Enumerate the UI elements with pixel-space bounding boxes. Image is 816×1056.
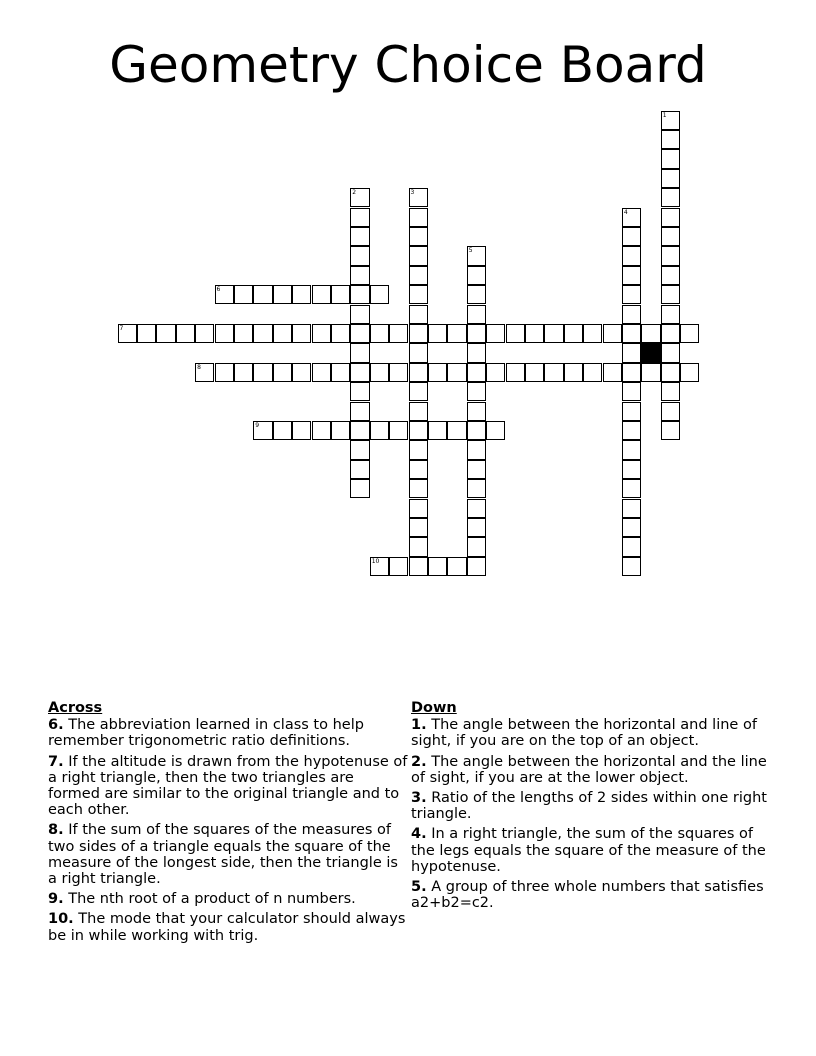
crossword-cell[interactable] [409, 266, 428, 285]
clue-item-number: 8. [48, 822, 64, 839]
crossword-cell[interactable] [234, 363, 253, 382]
crossword-cell[interactable] [409, 382, 428, 401]
crossword-cell[interactable] [195, 363, 214, 382]
crossword-cell[interactable] [253, 324, 272, 343]
crossword-cell[interactable] [350, 188, 369, 207]
clue-item-number: 10. [48, 911, 74, 928]
crossword-cell[interactable] [661, 285, 680, 304]
crossword-cell[interactable] [467, 537, 486, 556]
crossword-cell[interactable] [292, 421, 311, 440]
crossword-cell[interactable] [370, 324, 389, 343]
clue-item-text: If the sum of the squares of the measures of two sides of a triangle equals the square of the measure of the longest side, then the triangle is a right triangle. [48, 822, 398, 888]
crossword-cell[interactable] [350, 324, 369, 343]
crossword-cell[interactable] [467, 343, 486, 362]
crossword-cell[interactable] [622, 363, 641, 382]
crossword-cell[interactable] [447, 557, 466, 576]
crossword-cell[interactable] [622, 246, 641, 265]
crossword-cell[interactable] [467, 440, 486, 459]
crossword-cell[interactable] [409, 479, 428, 498]
crossword-cell[interactable] [195, 324, 214, 343]
crossword-cell[interactable] [292, 324, 311, 343]
crossword-cell[interactable] [661, 246, 680, 265]
clue-item [48, 717, 408, 749]
crossword-cell[interactable] [350, 266, 369, 285]
clue-number: 1 [662, 111, 667, 119]
crossword-cell[interactable] [661, 363, 680, 382]
crossword-cell[interactable] [370, 285, 389, 304]
crossword-cell[interactable] [370, 363, 389, 382]
clue-number: 2 [352, 189, 357, 197]
clue-item [411, 826, 771, 875]
crossword-cell[interactable] [428, 421, 447, 440]
crossword-cell[interactable] [409, 499, 428, 518]
crossword-cell[interactable] [292, 363, 311, 382]
crossword-cell[interactable] [253, 285, 272, 304]
crossword-cell[interactable] [350, 246, 369, 265]
crossword-cell[interactable] [467, 363, 486, 382]
crossword-cell[interactable] [622, 382, 641, 401]
clue-item [48, 911, 408, 943]
crossword-cell[interactable] [641, 363, 660, 382]
crossword-cell[interactable] [661, 208, 680, 227]
crossword-cell[interactable] [622, 266, 641, 285]
crossword-cell[interactable] [156, 324, 175, 343]
crossword-cell[interactable] [273, 363, 292, 382]
crossword-cell[interactable] [312, 363, 331, 382]
crossword-cell[interactable] [409, 285, 428, 304]
page-title: Geometry Choice Board [109, 36, 707, 94]
clue-item-text: The abbreviation learned in class to help remember trigonometric ratio definitions. [48, 717, 364, 750]
crossword-cell[interactable] [622, 518, 641, 537]
clue-item-text: Ratio of the lengths of 2 sides within one right triangle. [411, 790, 767, 823]
clue-item [48, 822, 408, 887]
crossword-cell[interactable] [622, 537, 641, 556]
crossword-cell[interactable] [389, 421, 408, 440]
clue-item [411, 754, 771, 786]
crossword-cell[interactable] [661, 266, 680, 285]
clue-number: 9 [255, 421, 260, 429]
crossword-cell[interactable] [622, 343, 641, 362]
clue-number: 6 [216, 286, 221, 294]
crossword-cell[interactable] [389, 363, 408, 382]
crossword-cell[interactable] [467, 421, 486, 440]
clue-item-text: A group of three whole numbers that satisfies a2+b2=c2. [411, 879, 764, 912]
crossword-cell[interactable] [544, 363, 563, 382]
crossword-cell[interactable] [680, 363, 699, 382]
crossword-cell[interactable] [331, 285, 350, 304]
down-clue-list [411, 717, 771, 911]
crossword-cell[interactable] [622, 460, 641, 479]
crossword-cell[interactable] [661, 402, 680, 421]
crossword-cell[interactable] [583, 324, 602, 343]
crossword-cell[interactable] [467, 266, 486, 285]
down-header: Down [411, 700, 457, 716]
crossword-cell[interactable] [234, 285, 253, 304]
crossword-cell[interactable] [176, 324, 195, 343]
crossword-cell[interactable] [622, 285, 641, 304]
crossword-cell[interactable] [467, 402, 486, 421]
crossword-cell[interactable] [447, 363, 466, 382]
crossword-cell[interactable] [467, 246, 486, 265]
clue-item-text: The angle between the horizontal and the line of sight, if you are at the lower object. [411, 753, 767, 786]
crossword-cell[interactable] [486, 363, 505, 382]
crossword-cell[interactable] [350, 305, 369, 324]
clue-item-number: 3. [411, 790, 427, 807]
crossword-cell[interactable] [273, 285, 292, 304]
crossword-cell[interactable] [350, 343, 369, 362]
crossword-cell[interactable] [350, 208, 369, 227]
crossword-cell[interactable] [447, 421, 466, 440]
crossword-cell[interactable] [370, 421, 389, 440]
crossword-cell[interactable] [661, 149, 680, 168]
clue-item-text: The nth root of a product of n numbers. [63, 891, 356, 908]
crossword-cell[interactable] [409, 518, 428, 537]
crossword-cell[interactable] [467, 460, 486, 479]
crossword-cell[interactable] [622, 440, 641, 459]
crossword-cell[interactable] [428, 363, 447, 382]
clue-number: 8 [197, 363, 201, 371]
crossword-cell[interactable] [467, 557, 486, 576]
crossword-cell[interactable] [215, 324, 234, 343]
crossword-cell[interactable] [409, 440, 428, 459]
crossword-cell[interactable] [253, 421, 272, 440]
across-header: Across [48, 700, 103, 716]
crossword-cell[interactable] [137, 324, 156, 343]
crossword-cell[interactable] [409, 227, 428, 246]
crossword-cell[interactable] [350, 382, 369, 401]
crossword-cell[interactable] [583, 363, 602, 382]
crossword-cell[interactable] [564, 363, 583, 382]
crossword-cell[interactable] [370, 557, 389, 576]
clue-item-number: 7. [48, 753, 64, 770]
crossword-cell[interactable] [118, 324, 137, 343]
clue-item [48, 754, 408, 819]
crossword-cell[interactable] [350, 440, 369, 459]
clue-item-number: 9. [48, 891, 64, 908]
crossword-black-cell [641, 343, 660, 362]
clue-item-text: If the altitude is drawn from the hypotenuse of a right triangle, then the two triangles are formed are similar to the original triangle and to each other. [48, 753, 408, 819]
clue-number: 7 [119, 324, 124, 332]
crossword-cell[interactable] [312, 285, 331, 304]
crossword-cell[interactable] [661, 324, 680, 343]
clue-item-text: The mode that your calculator should always be in while working with trig. [48, 911, 406, 944]
crossword-cell[interactable] [467, 305, 486, 324]
crossword-cell[interactable] [661, 111, 680, 130]
crossword-cell[interactable] [409, 402, 428, 421]
crossword-cell[interactable] [544, 324, 563, 343]
crossword-cell[interactable] [467, 382, 486, 401]
clue-item [411, 717, 771, 749]
crossword-cell[interactable] [409, 421, 428, 440]
crossword-cell[interactable] [409, 188, 428, 207]
crossword-cell[interactable] [622, 479, 641, 498]
clue-number: 4 [623, 208, 628, 216]
crossword-cell[interactable] [467, 479, 486, 498]
crossword-cell[interactable] [350, 402, 369, 421]
crossword-cell[interactable] [350, 421, 369, 440]
crossword-cell[interactable] [506, 324, 525, 343]
crossword-cell[interactable] [428, 557, 447, 576]
crossword-cell[interactable] [350, 227, 369, 246]
crossword-cell[interactable] [622, 305, 641, 324]
clue-item-text: The angle between the horizontal and line of sight, if you are on the top of an object. [411, 717, 757, 750]
crossword-cell[interactable] [622, 324, 641, 343]
crossword-cell[interactable] [234, 324, 253, 343]
clue-item [411, 879, 771, 911]
crossword-cell[interactable] [331, 421, 350, 440]
crossword-cell[interactable] [564, 324, 583, 343]
crossword-cell[interactable] [389, 324, 408, 343]
crossword-cell[interactable] [409, 557, 428, 576]
crossword-cell[interactable] [409, 324, 428, 343]
crossword-cell[interactable] [506, 363, 525, 382]
crossword-cell[interactable] [273, 324, 292, 343]
crossword-cell[interactable] [467, 285, 486, 304]
crossword-cell[interactable] [292, 285, 311, 304]
crossword-cell[interactable] [680, 324, 699, 343]
clue-number: 10 [371, 557, 380, 565]
crossword-cell[interactable] [622, 227, 641, 246]
crossword-cell[interactable] [447, 324, 466, 343]
crossword-cell[interactable] [467, 499, 486, 518]
crossword-cell[interactable] [409, 460, 428, 479]
crossword-cell[interactable] [409, 305, 428, 324]
crossword-cell[interactable] [350, 479, 369, 498]
down-clues [411, 700, 771, 915]
crossword-cell[interactable] [661, 343, 680, 362]
crossword-cell[interactable] [661, 421, 680, 440]
clue-item-text: In a right triangle, the sum of the squares of the legs equals the square of the measure of the hypotenuse. [411, 826, 766, 875]
crossword-cell[interactable] [389, 557, 408, 576]
crossword-cell[interactable] [409, 208, 428, 227]
crossword-cell[interactable] [350, 285, 369, 304]
crossword-cell[interactable] [350, 460, 369, 479]
crossword-cell[interactable] [641, 324, 660, 343]
crossword-cell[interactable] [312, 324, 331, 343]
clue-item-number: 1. [411, 717, 427, 734]
clue-item-number: 6. [48, 717, 64, 734]
crossword-cell[interactable] [661, 130, 680, 149]
crossword-cell[interactable] [215, 363, 234, 382]
crossword-cell[interactable] [409, 363, 428, 382]
crossword-cell[interactable] [525, 363, 544, 382]
crossword-cell[interactable] [622, 421, 641, 440]
crossword-cell[interactable] [331, 324, 350, 343]
crossword-cell[interactable] [350, 363, 369, 382]
crossword-cell[interactable] [603, 324, 622, 343]
crossword-cell[interactable] [622, 499, 641, 518]
across-clues [48, 700, 408, 948]
crossword-cell[interactable] [409, 537, 428, 556]
crossword-cell[interactable] [622, 557, 641, 576]
clue-item [48, 891, 408, 907]
crossword-cell[interactable] [603, 363, 622, 382]
crossword-cell[interactable] [486, 324, 505, 343]
crossword-cell[interactable] [661, 382, 680, 401]
crossword-cell[interactable] [312, 421, 331, 440]
crossword-cell[interactable] [253, 363, 272, 382]
crossword-cell[interactable] [661, 169, 680, 188]
clue-item-number: 2. [411, 753, 427, 770]
crossword-cell[interactable] [409, 246, 428, 265]
crossword-cell[interactable] [409, 343, 428, 362]
clue-number: 5 [468, 247, 473, 255]
crossword-cell[interactable] [486, 421, 505, 440]
crossword-cell[interactable] [215, 285, 234, 304]
clue-item [411, 790, 771, 822]
crossword-cell[interactable] [331, 363, 350, 382]
crossword-cell[interactable] [467, 518, 486, 537]
crossword-cell[interactable] [661, 305, 680, 324]
crossword-cell[interactable] [467, 324, 486, 343]
clue-number: 3 [410, 189, 415, 197]
crossword-cell[interactable] [273, 421, 292, 440]
crossword-cell[interactable] [428, 324, 447, 343]
crossword-cell[interactable] [661, 188, 680, 207]
crossword-cell[interactable] [622, 402, 641, 421]
crossword-cell[interactable] [661, 227, 680, 246]
crossword-cell[interactable] [622, 208, 641, 227]
crossword-cell[interactable] [525, 324, 544, 343]
clue-item-number: 5. [411, 879, 427, 896]
across-clue-list [48, 717, 408, 944]
clue-item-number: 4. [411, 826, 427, 843]
